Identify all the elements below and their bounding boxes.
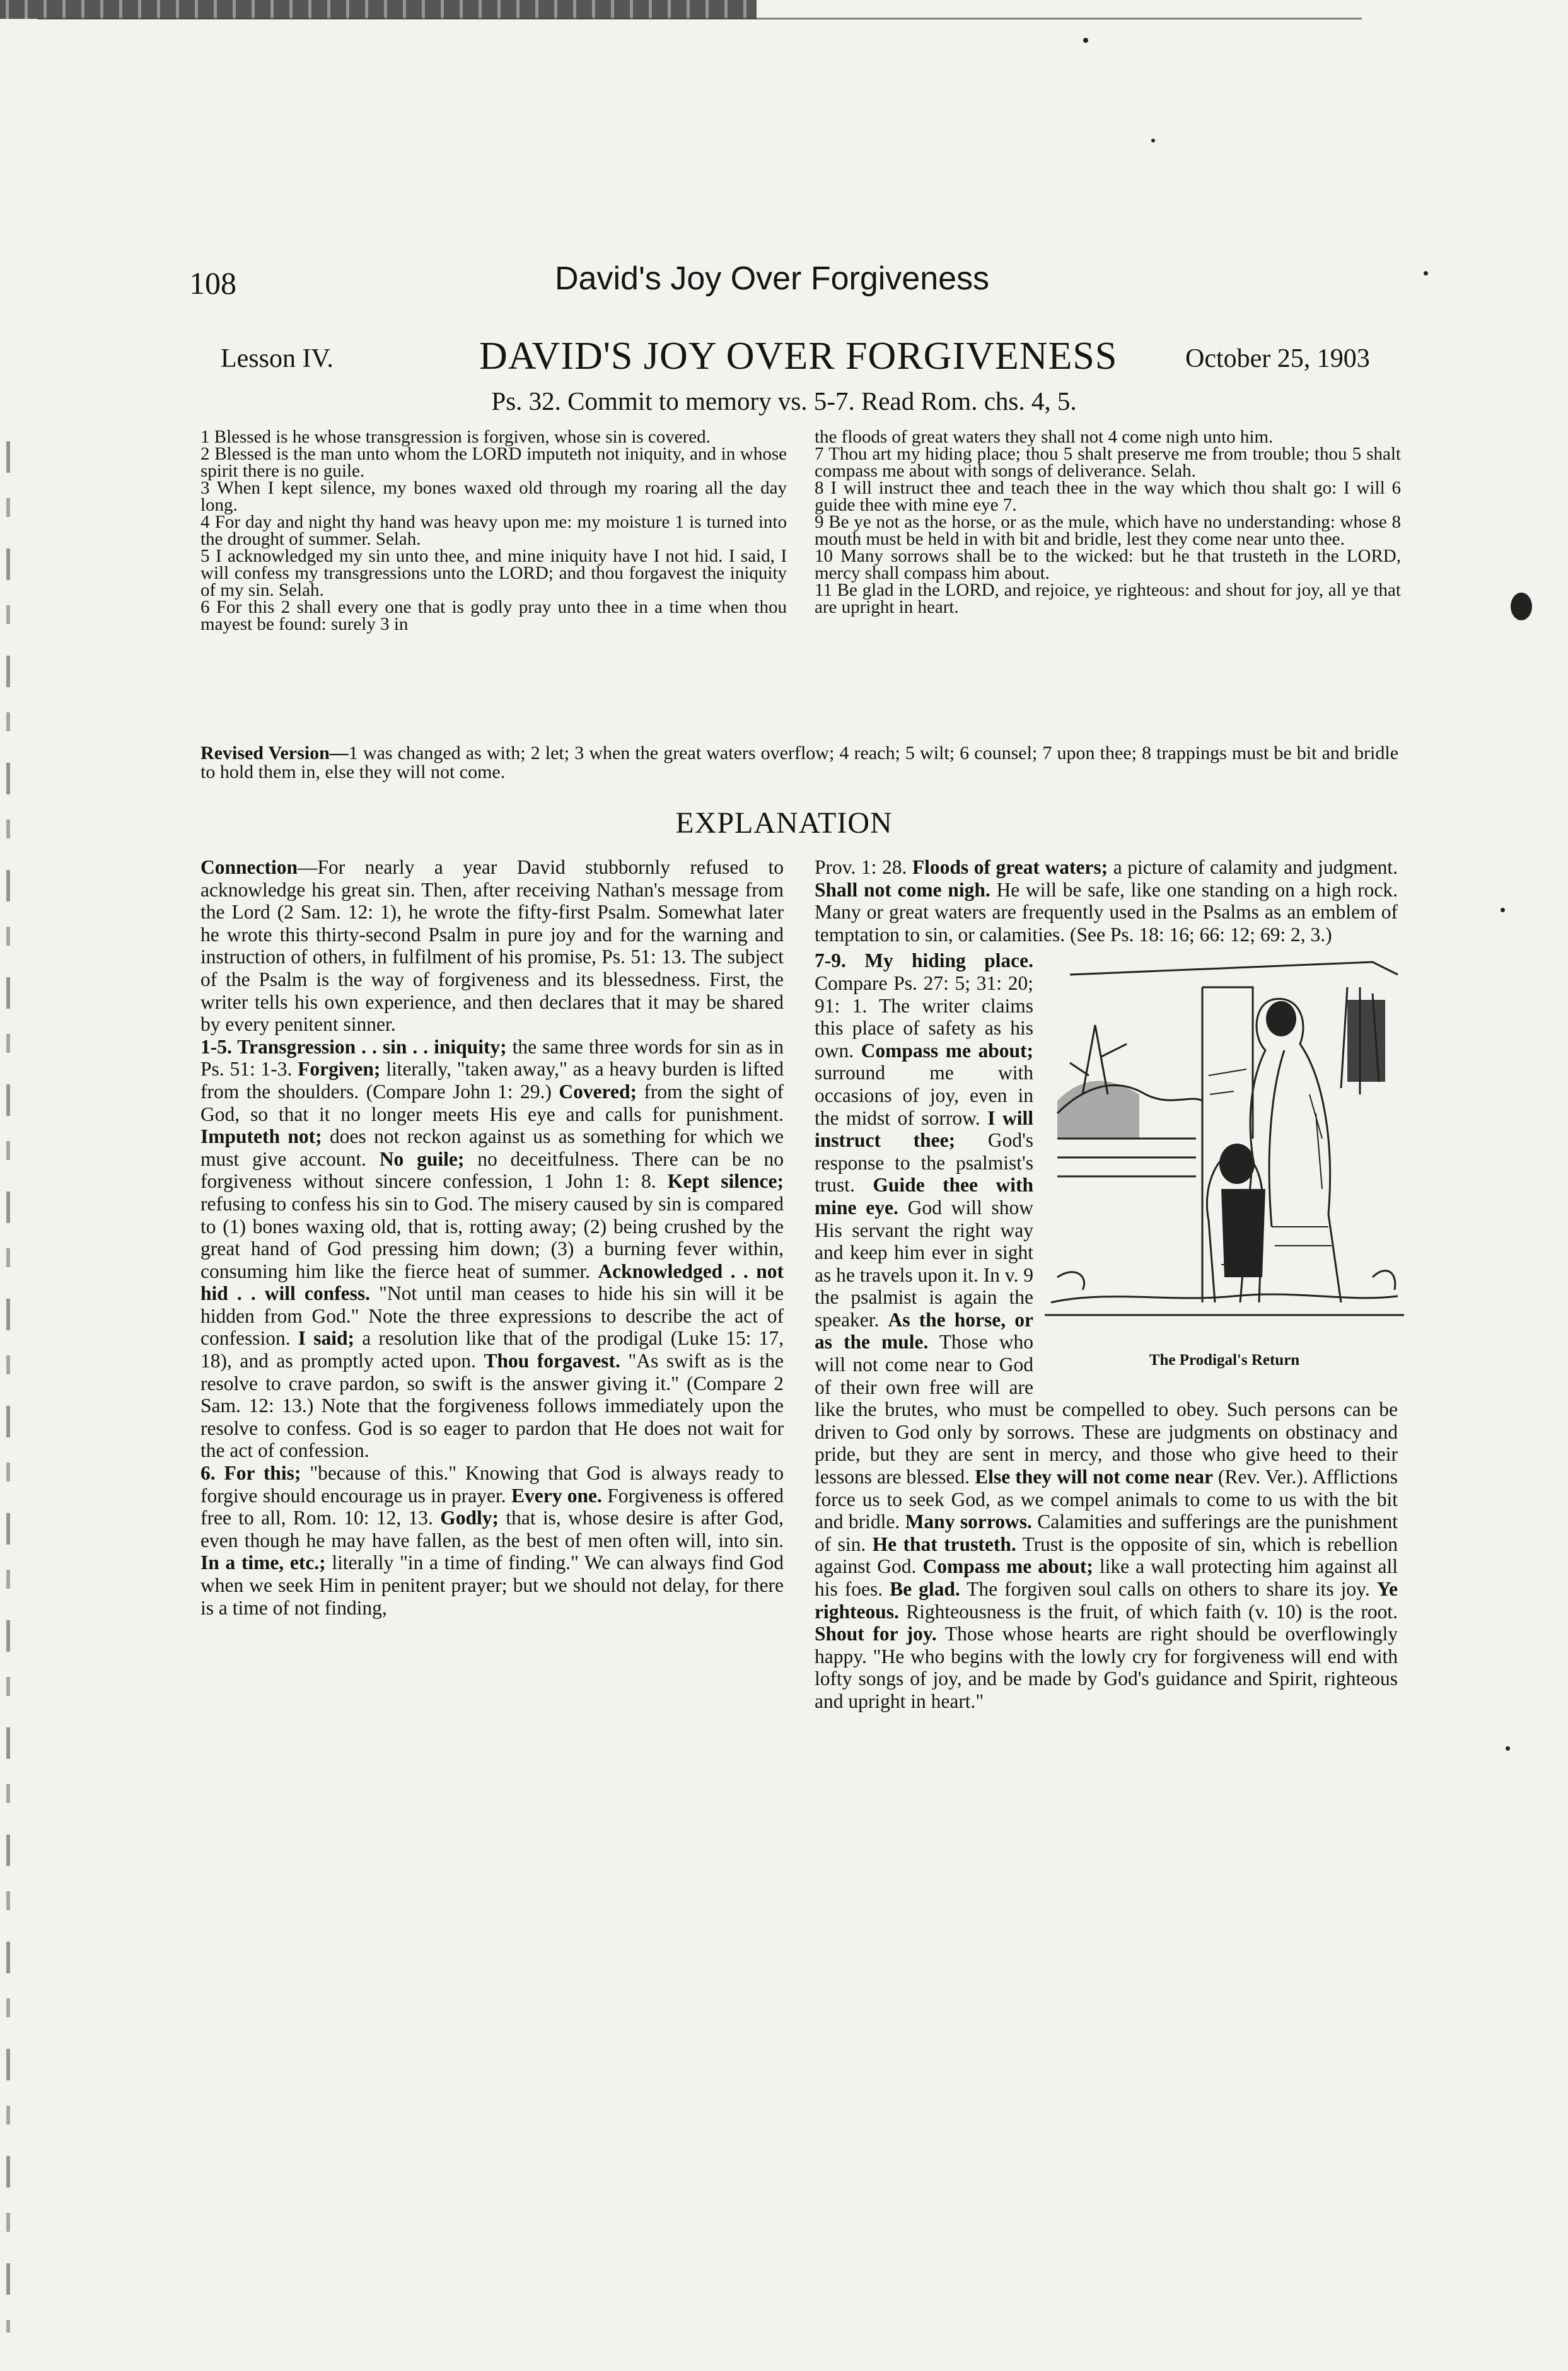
revised-version-label: Revised Version—: [200, 743, 349, 763]
explanation-text: God will show His servant the right way and keep him ever in sight as he travels upon it. In v. 9 the psalmist is again the speaker.: [815, 1196, 1034, 1331]
term-heading: I will instruct thee;: [815, 1106, 1033, 1152]
figure-caption: The Prodigal's Return: [1149, 1352, 1300, 1369]
verse: 10 Many sorrows shall be to the wicked: but he that trusteth in the LORD, mercy shall compass him about.: [815, 546, 1401, 583]
explanation-text: literally "in a time of finding." We can always find God when we seek Him in penitent prayer; but we should not delay, for there is a time of not finding,: [200, 1551, 784, 1619]
revised-version-note: [200, 744, 1398, 782]
revised-version-text: 1 was changed as with; 2 let; 3 when the great waters overflow; 4 reach; 5 wilt; 6 counsel; 7 upon thee; 8 trappings must be bit and bridle to hold them in, else they will not come.: [200, 743, 1399, 782]
explanation-paragraph: [200, 1036, 784, 1462]
explanation-text: a picture of calamity and judgment.: [1108, 856, 1398, 878]
verse: 9 Be ye not as the horse, or as the mule, which have no understanding: whose 8 mouth must be held in with bit and bridle, lest they come near unto thee.: [815, 512, 1401, 549]
term-heading: Acknowledged . . not hid . . will confess.: [200, 1260, 784, 1305]
explanation-text: —For nearly a year David stubbornly refused to acknowledge his great sin. Then, after receiving Nathan's message from the Lord (2 Sam. 12: 1), he wrote the fifty-first Psalm. Somewhat later he wrote this thirty-second Psalm in pure joy and for the warning and instruction of others, in fulfilment of his promise, Ps. 51: 13. The subject of the Psalm is the way of forgiveness and its blessedness. First, the writer tells his own experience, and then declares that it may be shared by every penitent sinner.: [200, 856, 784, 1036]
term-heading: Guide thee with mine eye.: [815, 1174, 1033, 1219]
explanation-paragraph: [200, 856, 784, 1036]
verse: 8 I will instruct thee and teach thee in the way which thou shalt go: I will 6 guide thee with mine eye 7.: [815, 478, 1401, 515]
term-heading: In a time, etc.;: [200, 1551, 326, 1574]
verses-left-column: [200, 429, 787, 633]
explanation-text: Those whose hearts are right should be overflowingly happy. "He who begins with the lowly cry for forgiveness will end with lofty songs of joy, and be made by God's guidance and Spirit, righteous and upright in heart.": [815, 1623, 1398, 1712]
term-heading: Connection: [200, 856, 298, 878]
explanation-text: "As swift as is the resolve to crave pardon, so swift is the answer giving it." (Compare 2 Sam. 12: 13.) Note that the forgiveness follows immediately upon the resolve to confess. God is so eager to pardon that He does not wait for the act of confession.: [200, 1350, 784, 1462]
term-heading: Every one.: [511, 1484, 602, 1507]
verse: the floods of great waters they shall not 4 come nigh unto him.: [815, 427, 1274, 447]
verse: 2 Blessed is the man unto whom the LORD imputeth not iniquity, and in whose spirit there is no guile.: [200, 444, 787, 481]
verses-right-column: [815, 429, 1401, 616]
term-heading: Shall not come nigh.: [815, 878, 990, 901]
lesson-label: Lesson IV.: [221, 344, 334, 373]
term-heading: Thou forgavest.: [484, 1350, 620, 1372]
running-head: David's Joy Over Forgiveness: [555, 260, 990, 297]
explanation-text: "Not until man ceases to hide his sin will it be hidden from God." Note the three expressions to describe the act of confession.: [200, 1282, 784, 1350]
explanation-text: refusing to confess his sin to God. The misery caused by sin is compared to (1) bones waxing old, that is, rotting away; (2) being crushed by the great hand of God pressing him down; (3) a burning fever within, consuming him like the fierce heat of summer.: [200, 1192, 784, 1282]
term-heading: 6. For this;: [200, 1462, 301, 1485]
term-heading: As the horse, or as the mule.: [815, 1308, 1033, 1354]
explanation-text: The forgiven soul calls on others to share its joy.: [960, 1578, 1377, 1600]
explanation-heading: EXPLANATION: [675, 806, 893, 840]
explanation-right-column: [815, 856, 1398, 1713]
explanation-text: from the sight of God, so that it no longer meets His eye and calls for punishment.: [200, 1080, 784, 1125]
term-heading: Imputeth not;: [200, 1125, 322, 1148]
verse: 5 I acknowledged my sin unto thee, and mine iniquity have I not hid. I said, I will confess my transgressions unto the LORD; and thou forgavest the iniquity of my sin. Selah.: [200, 546, 787, 600]
explanation-text: Forgiveness is offered free to all, Rom. 10: 12, 13.: [200, 1484, 784, 1529]
scan-speck: [1506, 1746, 1510, 1751]
prodigal-return-engraving: [1045, 949, 1404, 1340]
term-heading: Godly;: [440, 1507, 499, 1529]
term-heading: Floods of great waters;: [912, 856, 1108, 878]
explanation-left-column: [200, 856, 784, 1619]
verse: 11 Be glad in the LORD, and rejoice, ye righteous: and shout for joy, all ye that are upright in heart.: [815, 580, 1401, 617]
scan-speck: [1151, 139, 1155, 142]
explanation-text: does not reckon against us as something for which we must give account.: [200, 1125, 784, 1170]
term-heading: 7-9. My hiding place.: [815, 949, 1033, 972]
term-heading: 1-5. Transgression . . sin . . iniquity;: [200, 1035, 507, 1058]
term-heading: Be glad.: [890, 1578, 960, 1600]
scan-artifact-edge: [6, 441, 10, 2333]
lesson-title: DAVID'S JOY OVER FORGIVENESS: [479, 335, 1118, 378]
explanation-text: literally, "taken away," as a heavy burden is lifted from the shoulders. (Compare John 1: 29.): [200, 1058, 784, 1103]
explanation-text: surround me with occasions of joy, even in the midst of sorrow.: [815, 1062, 1033, 1129]
explanation-text: a resolution like that of the prodigal (Luke 15: 17, 18), and as promptly acted upon.: [200, 1327, 784, 1372]
scan-blot: [1511, 593, 1532, 620]
explanation-text: God's response to the psalmist's trust.: [815, 1129, 1034, 1197]
explanation-text: (Rev. Ver.). Afflictions force us to seek God, as we compel animals to come to us with the bit and bridle.: [815, 1466, 1398, 1533]
explanation-text: Those who will not come near to God of their own free will are like the brutes, who must be compelled to obey. Such persons can be driven to God only by sorrows. These are judgments on obstinacy and pride, but they are sent in mercy, and those who give heed to their lessons are blessed.: [815, 1331, 1398, 1488]
explanation-text: that is, whose desire is after God, even though he may have fallen, as the best of men often will, into sin.: [200, 1507, 784, 1551]
term-heading: I said;: [298, 1327, 355, 1350]
scan-speck: [1083, 38, 1088, 43]
term-heading: Many sorrows.: [905, 1510, 1032, 1533]
explanation-text: Prov. 1: 28.: [815, 856, 912, 878]
scan-artifact-top: [0, 0, 757, 19]
explanation-text: Calamities and sufferings are the punishment of sin.: [815, 1510, 1398, 1555]
explanation-text: "because of this." Knowing that God is always ready to forgive should encourage us in prayer.: [200, 1462, 784, 1507]
page-number: 108: [189, 265, 236, 301]
verse: 6 For this 2 shall every one that is godly pray unto thee in a time when thou mayest be found: surely 3 in: [200, 597, 787, 634]
prodigal-return-illustration: [1045, 949, 1404, 1384]
term-heading: Compass me about;: [922, 1555, 1093, 1578]
explanation-text: Righteousness is the fruit, of which faith (v. 10) is the root.: [898, 1600, 1398, 1623]
verse: 7 Thou art my hiding place; thou 5 shalt preserve me from trouble; thou 5 shalt compass me about with songs of deliverance. Selah.: [815, 444, 1401, 481]
verse: 4 For day and night thy hand was heavy upon me: my moisture 1 is turned into the drought of summer. Selah.: [200, 512, 787, 549]
verse: 3 When I kept silence, my bones waxed old through my roaring all the day long.: [200, 478, 787, 515]
lesson-date: October 25, 1903: [1185, 344, 1370, 373]
scan-speck: [1501, 908, 1505, 912]
explanation-text: Trust is the opposite of sin, which is rebellion against God.: [815, 1533, 1398, 1578]
term-heading: Ye righteous.: [815, 1578, 1398, 1623]
term-heading: No guile;: [379, 1147, 465, 1170]
scan-artifact-line: [38, 18, 1362, 20]
term-heading: Forgiven;: [298, 1058, 381, 1081]
explanation-paragraph: [815, 856, 1398, 946]
term-heading: Compass me about;: [861, 1039, 1034, 1062]
scripture-reference: Ps. 32. Commit to memory vs. 5-7. Read Rom. chs. 4, 5.: [491, 386, 1077, 415]
term-heading: Shout for joy.: [815, 1623, 937, 1645]
explanation-text: Compare Ps. 27: 5; 31: 20; 91: 1. The writer claims this place of safety as his own.: [815, 971, 1033, 1062]
explanation-text: the same three words for sin as in Ps. 51: 1-3.: [200, 1035, 784, 1081]
term-heading: Covered;: [559, 1080, 637, 1103]
explanation-text: no deceitfulness. There can be no forgiveness without sincere confession, 1 John 1: 8.: [200, 1147, 784, 1193]
scan-speck: [1424, 271, 1428, 275]
explanation-paragraph: [200, 1462, 784, 1619]
term-heading: Kept silence;: [667, 1170, 784, 1193]
explanation-text: like a wall protecting him against all his foes.: [815, 1555, 1398, 1600]
explanation-text: He will be safe, like one standing on a high rock. Many or great waters are frequently used in the Psalms as an emblem of temptation to sin, or calamities. (See Ps. 18: 16; 66: 12; 69: 2, 3.): [815, 878, 1398, 946]
term-heading: Else they will not come near: [975, 1466, 1214, 1488]
explanation-paragraph: [815, 949, 1398, 1712]
term-heading: He that trusteth.: [872, 1533, 1016, 1555]
verse: 1 Blessed is he whose transgression is forgiven, whose sin is covered.: [200, 427, 711, 447]
